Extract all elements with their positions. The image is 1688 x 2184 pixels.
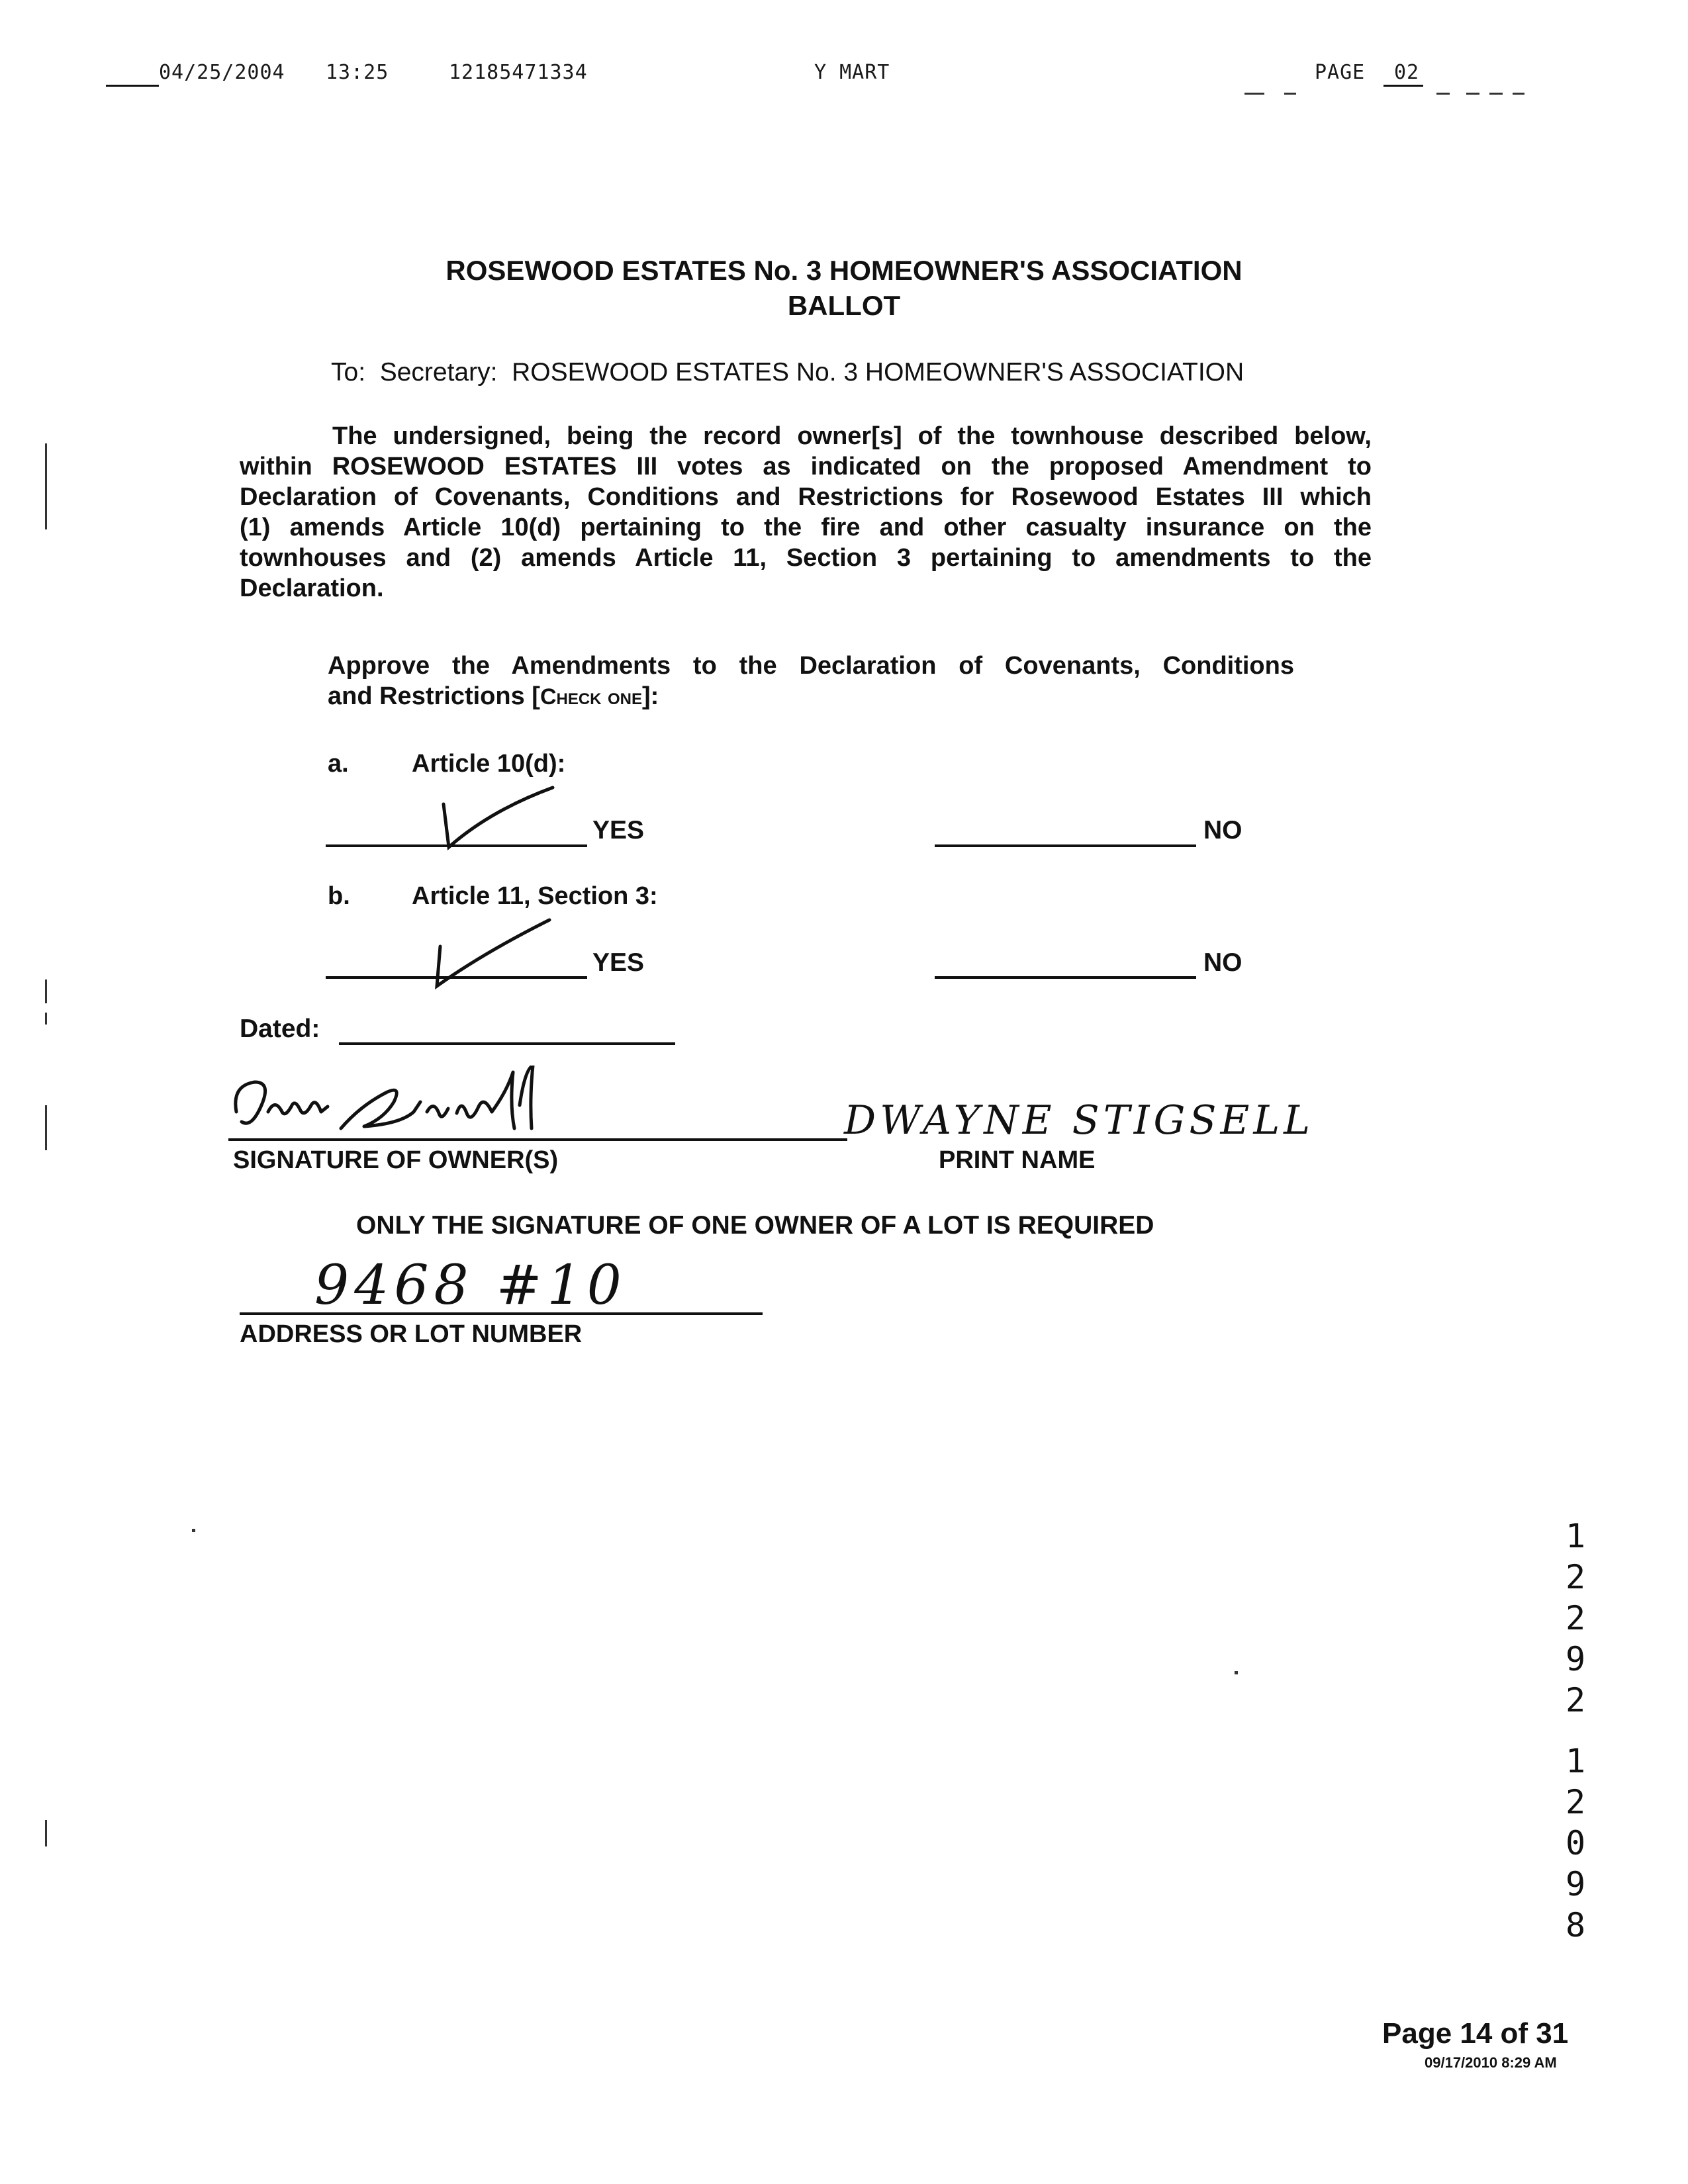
approve-line-2 — [328, 681, 1294, 712]
one-owner-notice: ONLY THE SIGNATURE OF ONE OWNER OF A LOT IS REQUIRED — [356, 1211, 1154, 1240]
item-b-no-label: NO — [1203, 948, 1243, 977]
scan-mark — [45, 979, 47, 1003]
scan-mark — [45, 443, 47, 529]
ballot-title: ROSEWOOD ESTATES No. 3 HOMEOWNER'S ASSOCIATION — [445, 255, 1243, 286]
item-b-letter: b. — [328, 882, 350, 910]
paragraph-line: The undersigned, being the record owner[s] of the townhouse described below, — [332, 422, 1372, 450]
fax-header-rule — [106, 85, 159, 87]
scan-mark — [45, 1105, 47, 1150]
approve-prefix: and Restrictions [ — [328, 682, 540, 710]
footer-page-count: Page 14 of 31 — [1382, 2017, 1569, 2050]
fax-speck — [1284, 93, 1296, 95]
paragraph-line: (1) amends Article 10(d) pertaining to the fire and other casualty insurance on the — [240, 514, 1372, 541]
item-b-label: Article 11, Section 3: — [412, 882, 658, 910]
dated-field-line[interactable] — [339, 1042, 675, 1045]
fax-page-label: PAGE — [1315, 61, 1366, 84]
approve-line: Approve the Amendments to the Declaration of Covenants, Conditions — [328, 652, 1294, 680]
paragraph-line: within ROSEWOOD ESTATES III votes as indicated on the proposed Amendment to — [240, 453, 1372, 480]
print-name-label: PRINT NAME — [939, 1146, 1096, 1174]
signature-label: SIGNATURE OF OWNER(S) — [233, 1146, 559, 1174]
item-a-no-label: NO — [1203, 816, 1243, 844]
item-a-label: Article 10(d): — [412, 750, 566, 778]
fax-time: 13:25 — [326, 61, 389, 84]
item-a-no-line[interactable] — [935, 844, 1196, 847]
footer-timestamp: 09/17/2010 8:29 AM — [1425, 2054, 1557, 2071]
address-value: 9468 #10 — [314, 1254, 627, 1317]
to-line: To: Secretary: ROSEWOOD ESTATES No. 3 HOMEOWNER'S ASSOCIATION — [331, 358, 1244, 387]
scan-mark — [45, 1820, 47, 1846]
side-digit: 0 — [1565, 1824, 1586, 1862]
ballot-paragraph — [240, 421, 1372, 604]
scan-mark — [192, 1529, 195, 1532]
fax-sender: Y MART — [814, 61, 890, 84]
scan-mark — [45, 1013, 47, 1024]
owner-signature-image — [228, 1066, 626, 1158]
paragraph-line: townhouses and (2) amends Article 11, Section 3 pertaining to amendments to the — [240, 544, 1372, 572]
item-a-check-mark-icon — [417, 784, 556, 850]
item-a-yes-label: YES — [592, 816, 645, 844]
approve-suffix: ]: — [641, 682, 659, 710]
fax-page-rule — [1383, 85, 1423, 87]
item-b-yes-label: YES — [592, 948, 645, 977]
fax-page-number: 02 — [1394, 61, 1420, 84]
side-digit: 2 — [1565, 1681, 1586, 1719]
approve-check-one: Check one — [539, 684, 642, 709]
item-a-letter: a. — [328, 750, 349, 778]
side-digit: 9 — [1565, 1640, 1586, 1678]
side-digit: 9 — [1565, 1865, 1586, 1903]
side-digit: 1 — [1565, 1742, 1586, 1780]
side-digit: 2 — [1565, 1783, 1586, 1821]
scan-mark — [1235, 1671, 1238, 1674]
paragraph-line: Declaration. — [240, 574, 384, 602]
ballot-subtitle: BALLOT — [787, 290, 901, 321]
signature-line[interactable] — [228, 1138, 847, 1141]
address-line[interactable] — [240, 1312, 763, 1315]
fax-speck — [1436, 93, 1450, 95]
side-digit: 1 — [1565, 1517, 1586, 1555]
fax-speck — [1466, 93, 1479, 95]
approve-instruction — [328, 651, 1294, 712]
side-digit: 2 — [1565, 1599, 1586, 1637]
item-b-no-line[interactable] — [935, 976, 1196, 979]
fax-phone: 12185471334 — [449, 61, 588, 84]
side-number-column — [1556, 1516, 1595, 1946]
dated-label: Dated: — [240, 1015, 320, 1043]
fax-date: 04/25/2004 — [159, 61, 285, 84]
side-digit: 8 — [1565, 1906, 1586, 1944]
side-digit: 2 — [1565, 1558, 1586, 1596]
address-label: ADDRESS OR LOT NUMBER — [240, 1320, 583, 1348]
fax-speck — [1489, 93, 1503, 95]
printed-name-value: DWAYNE STIGSELL — [844, 1097, 1315, 1144]
fax-speck — [1513, 93, 1524, 95]
fax-speck — [1244, 93, 1264, 95]
item-b-check-mark-icon — [417, 917, 556, 989]
paragraph-line: Declaration of Covenants, Conditions and Restrictions for Rosewood Estates III which — [240, 483, 1372, 511]
